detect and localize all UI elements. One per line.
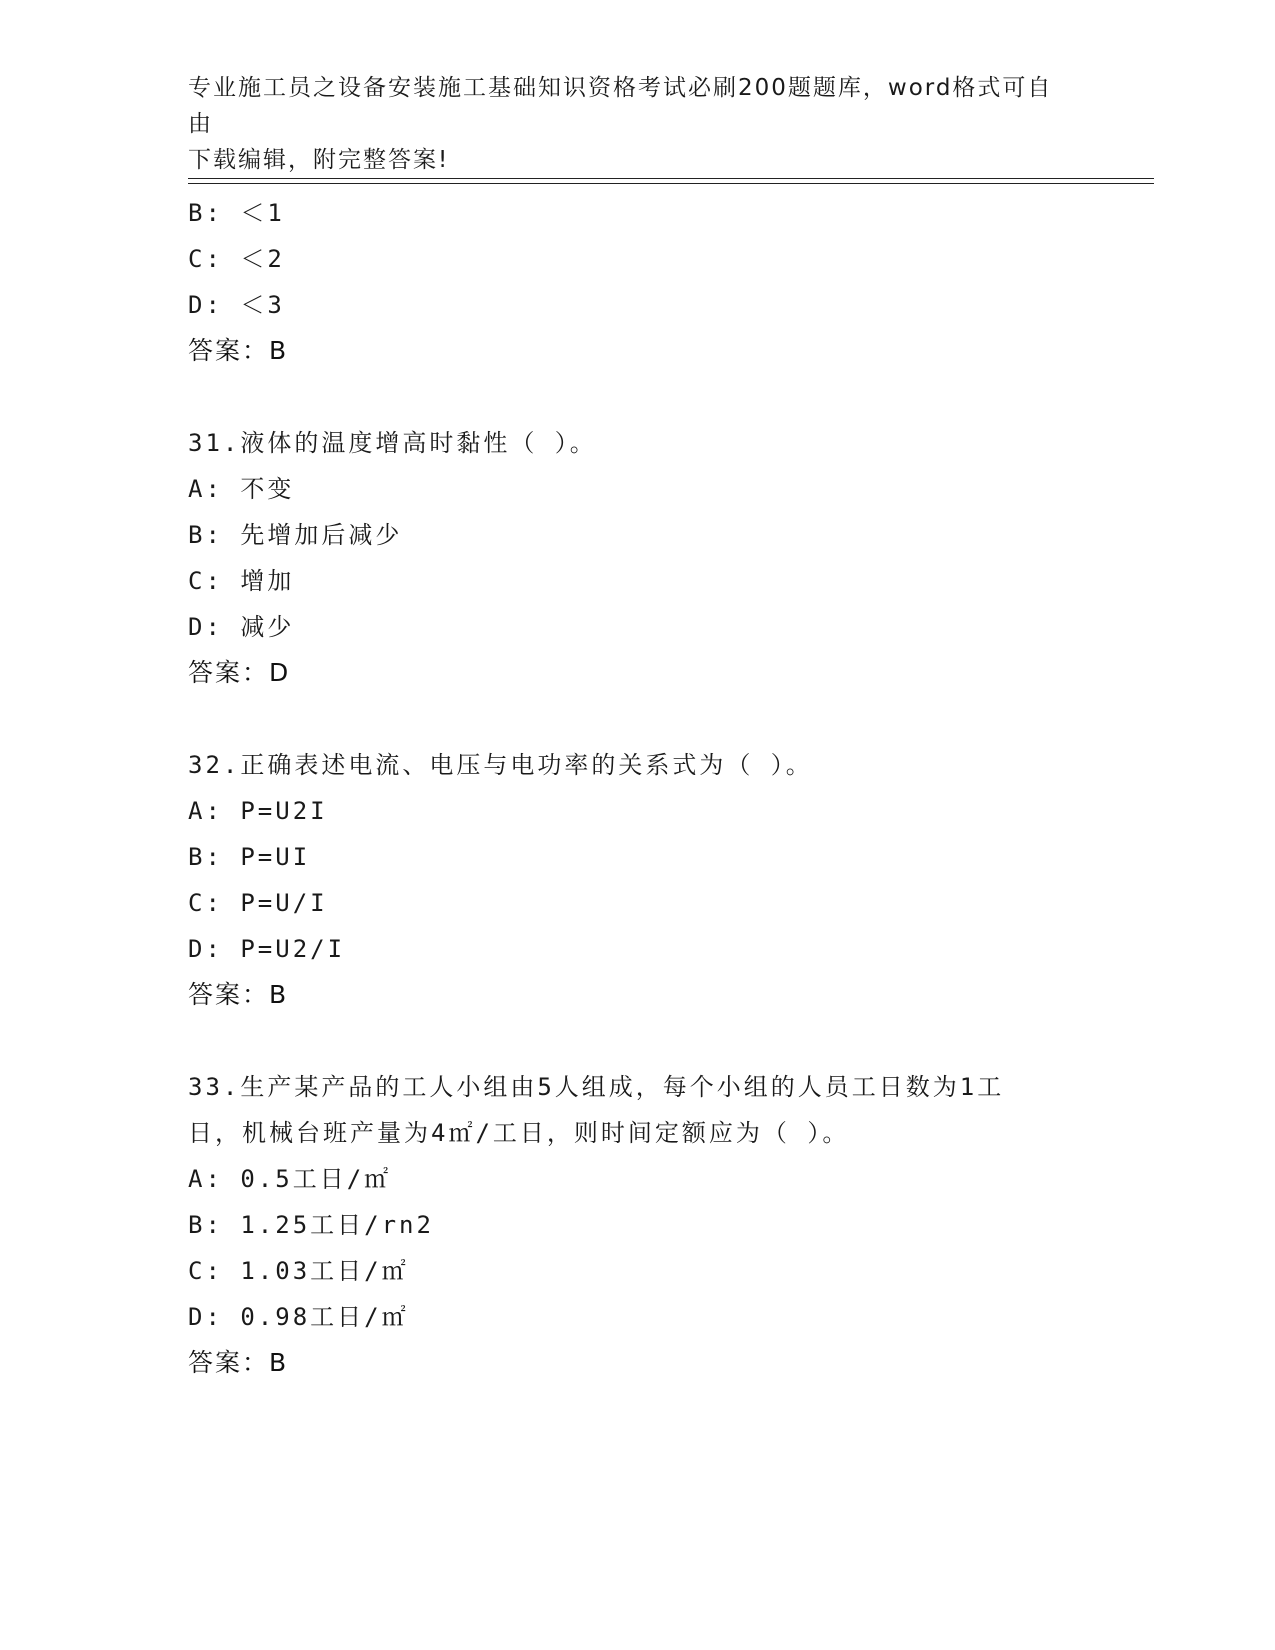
spacer — [188, 696, 1088, 742]
question-text-line-1: 33.生产某产品的工人小组由5人组成，每个小组的人员工日数为1工 — [188, 1073, 1005, 1101]
document-body — [188, 190, 1088, 1386]
option-c: C: 增加 — [188, 567, 295, 595]
option-d: D: P=U2/I — [188, 935, 346, 963]
spacer — [188, 374, 1088, 420]
header-divider-top — [188, 178, 1154, 179]
option-b: B: 先增加后减少 — [188, 521, 403, 549]
spacer — [188, 1018, 1088, 1064]
document-header — [188, 70, 1068, 178]
question-text-line-2: 日，机械台班产量为4㎡/工日，则时间定额应为（ ）。 — [188, 1119, 850, 1147]
option-a: A: P=U2I — [188, 797, 328, 825]
option-c: C: P=U/I — [188, 889, 328, 917]
question-32 — [188, 742, 1088, 1018]
option-a: A: 不变 — [188, 475, 295, 503]
question-33 — [188, 1064, 1088, 1386]
header-title-line-2: 下载编辑，附完整答案! — [188, 147, 450, 173]
answer-line: 答案：B — [188, 336, 289, 365]
header-divider-bottom — [188, 183, 1154, 184]
option-b: B: 1.25工日/rn2 — [188, 1211, 434, 1239]
option-d: D: 减少 — [188, 613, 295, 641]
option-c: C: ＜2 — [188, 245, 285, 273]
option-a: A: 0.5工日/㎡ — [188, 1165, 392, 1193]
option-b: B: ＜1 — [188, 199, 285, 227]
question-31 — [188, 420, 1088, 696]
question-text: 32.正确表述电流、电压与电功率的关系式为（ ）。 — [188, 751, 813, 779]
option-b: B: P=UI — [188, 843, 311, 871]
question-text: 31.液体的温度增高时黏性（ ）。 — [188, 429, 597, 457]
answer-line: 答案：D — [188, 658, 291, 687]
header-title-line-1: 专业施工员之设备安装施工基础知识资格考试必刷200题题库，word格式可自由 — [188, 75, 1053, 137]
question-continuation — [188, 190, 1088, 374]
answer-line: 答案：B — [188, 980, 289, 1009]
option-d: D: 0.98工日/㎡ — [188, 1303, 409, 1331]
answer-line: 答案：B — [188, 1348, 289, 1377]
option-c: C: 1.03工日/㎡ — [188, 1257, 409, 1285]
option-d: D: ＜3 — [188, 291, 285, 319]
